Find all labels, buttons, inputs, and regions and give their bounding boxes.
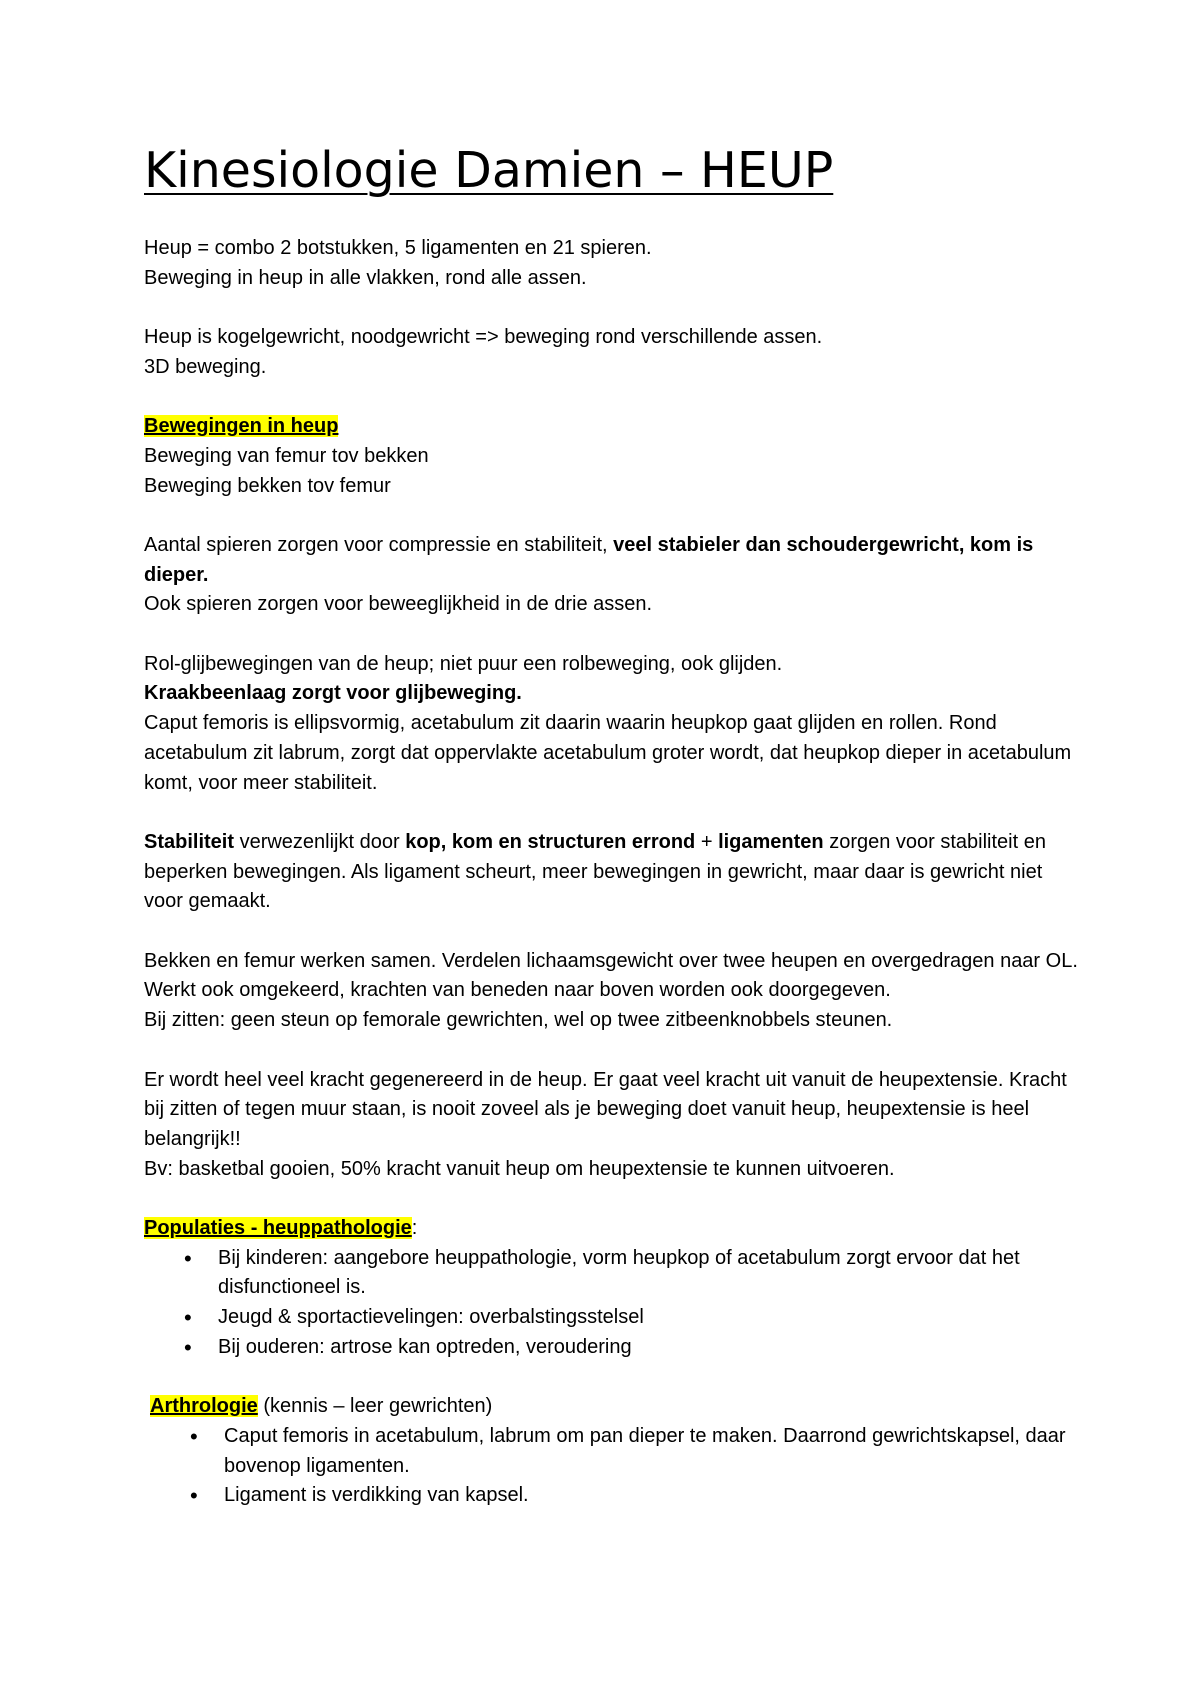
page-title: Kinesiologie Damien – HEUP <box>144 142 834 199</box>
heading-suffix: (kennis – leer gewrichten) <box>257 1395 493 1418</box>
list-item: • Bij kinderen: aangebore heuppathologie, vorm heupkop of acetabulum zorgt ervoor dat het disfunctioneel is. <box>144 1244 1080 1303</box>
heading-suffix: : <box>411 1217 418 1240</box>
spacer <box>144 620 1080 650</box>
section-heading-populaties <box>144 1214 1080 1244</box>
bold-text: veel stabieler dan schoudergewricht, kom is dieper. <box>144 533 1034 586</box>
spacer <box>144 1363 1080 1393</box>
intro-line-4: 3D beweging. <box>144 355 267 378</box>
spacer <box>144 798 1080 828</box>
paragraph-text: zorgen voor stabiliteit en beperken bewegingen. Als ligament scheurt, meer bewegingen in gewricht, maar daar is gewricht niet voor gemaakt. <box>144 830 1046 913</box>
paragraph-text: + <box>695 830 719 853</box>
paragraph-kracht: Er wordt heel veel kracht gegenereerd in de heup. Er gaat veel kracht uit vanuit de heupextensie. Kracht bij zitten of tegen muur staan, is nooit zoveel als je beweging doet vanuit heup, heupextensie is heel belangrijk!! <box>144 1068 1067 1150</box>
bewegingen-line-1: Beweging van femur tov bekken <box>144 444 429 467</box>
paragraph-text: Aantal spieren zorgen voor compressie en stabiliteit, <box>144 533 614 556</box>
bold-text: Kraakbeenlaag zorgt voor glijbeweging. <box>144 682 522 705</box>
highlighted-heading: Bewegingen in heup <box>144 415 339 438</box>
list-item: • Caput femoris in acetabulum, labrum om pan dieper te maken. Daarrond gewrichtskapsel, daar bovenop ligamenten. <box>144 1422 1080 1481</box>
paragraph-beweeglijkheid: Ook spieren zorgen voor beweeglijkheid in de drie assen. <box>144 593 653 616</box>
list-item: • Ligament is verdikking van kapsel. <box>144 1481 1080 1511</box>
paragraph-stabiliteit <box>144 828 1080 917</box>
paragraph-bekken-femur: Bekken en femur werken samen. Verdelen lichaamsgewicht over twee heupen en overgedragen naar OL. Werkt ook omgekeerd, krachten van beneden naar boven worden ook doorgegeven. <box>144 949 1078 1002</box>
paragraph-caput: Caput femoris is ellipsvormig, acetabulum zit daarin waarin heupkop gaat glijden en rollen. Rond acetabulum zit labrum, zorgt dat oppervlakte acetabulum groter wordt, dat heupkop dieper in acetabulum komt, voor meer stabiliteit. <box>144 712 1072 794</box>
highlighted-heading: Arthrologie <box>150 1395 258 1418</box>
intro-line-2: Beweging in heup in alle vlakken, rond alle assen. <box>144 266 587 289</box>
spacer <box>144 383 1080 413</box>
highlighted-heading: Populaties - heuppathologie <box>144 1217 412 1240</box>
paragraph-rolglij: Rol-glijbewegingen van de heup; niet puur een rolbeweging, ook glijden. <box>144 652 783 675</box>
spacer <box>144 1184 1080 1214</box>
bewegingen-line-2: Beweging bekken tov femur <box>144 474 391 497</box>
bold-text: kop, kom en structuren errond <box>405 830 696 853</box>
bold-text: ligamenten <box>718 830 824 853</box>
intro-line-1: Heup = combo 2 botstukken, 5 ligamenten en 21 spieren. <box>144 237 652 259</box>
paragraph-zitten: Bij zitten: geen steun op femorale gewrichten, wel op twee zitbeenknobbels steunen. <box>144 1009 893 1032</box>
bold-text: Stabiliteit <box>144 830 235 853</box>
paragraph-kraakbeen <box>144 679 1080 709</box>
paragraph-compressie <box>144 531 1080 590</box>
spacer <box>144 293 1080 323</box>
list-item: • Bij ouderen: artrose kan optreden, veroudering <box>144 1333 1080 1363</box>
section-heading-arthrologie <box>144 1392 1080 1422</box>
paragraph-basketbal: Bv: basketbal gooien, 50% kracht vanuit heup om heupextensie te kunnen uitvoeren. <box>144 1157 895 1180</box>
intro-line-3: Heup is kogelgewricht, noodgewricht => beweging rond verschillende assen. <box>144 326 823 349</box>
spacer <box>144 917 1080 947</box>
list-item: • Jeugd & sportactievelingen: overbalstingsstelsel <box>144 1303 1080 1333</box>
arthrologie-list <box>144 1422 1080 1511</box>
populaties-list <box>144 1244 1080 1363</box>
spacer <box>144 501 1080 531</box>
section-heading-bewegingen <box>144 412 1080 442</box>
paragraph-text: verwezenlijkt door <box>234 830 406 853</box>
spacer <box>144 1036 1080 1066</box>
